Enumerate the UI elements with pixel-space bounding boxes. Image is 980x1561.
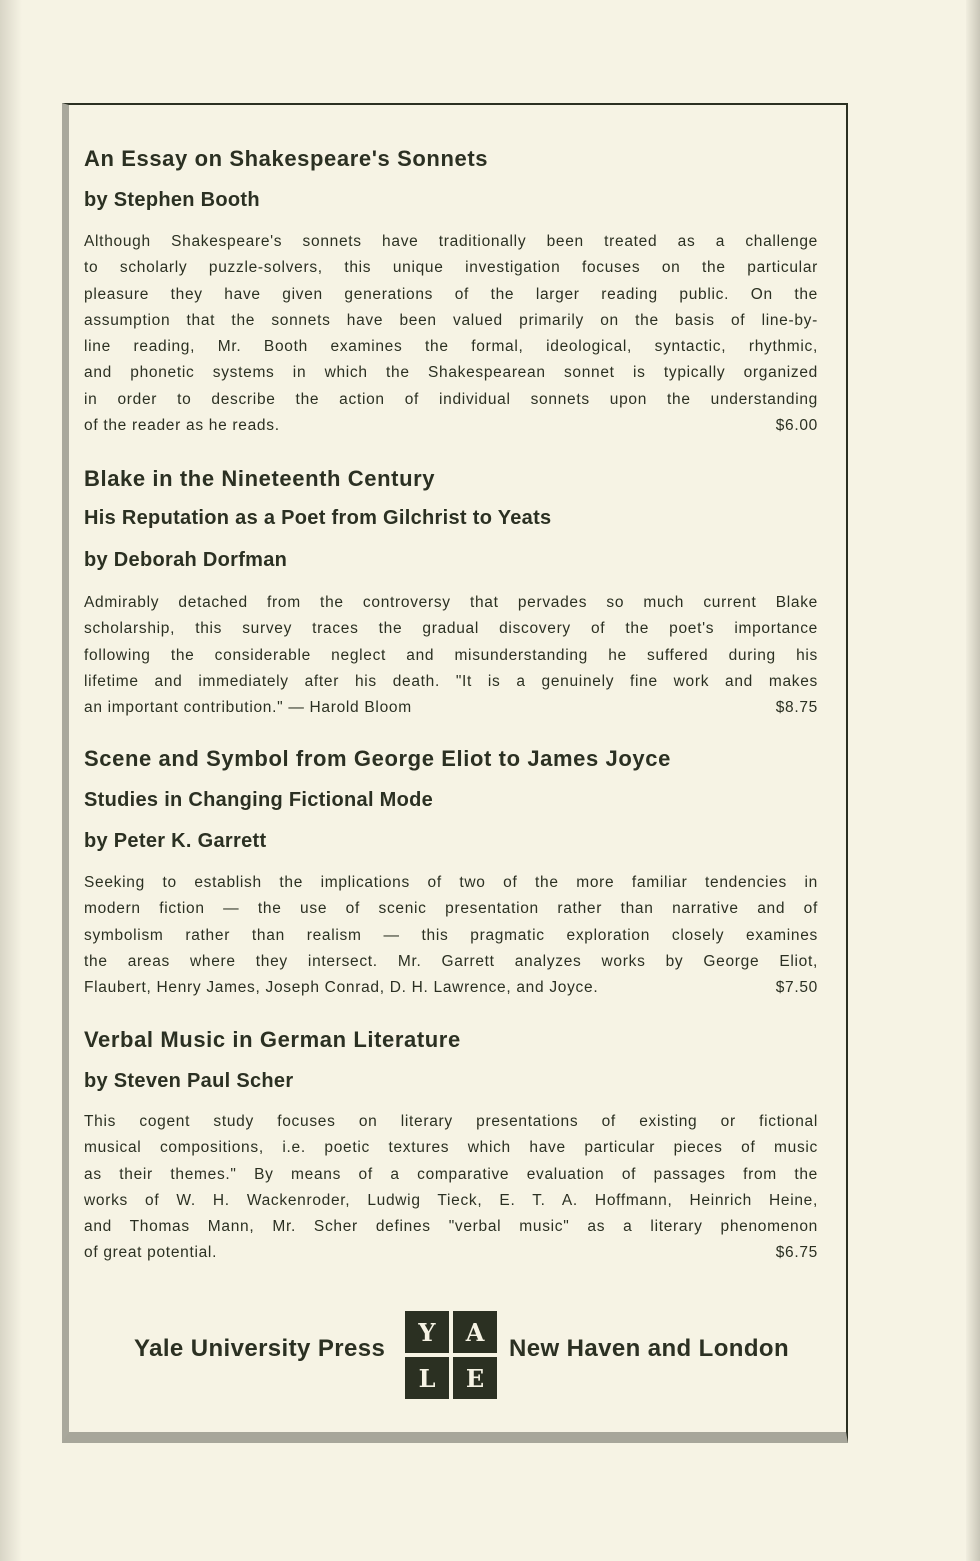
logo-letter: Y (405, 1311, 449, 1353)
description-line: following the considerable neglect and misunderstanding he suffered during his (84, 646, 818, 664)
description-line: assumption that the sonnets have been valued primarily on the basis of line-by- (84, 311, 818, 329)
description-line: Admirably detached from the controversy that pervades so much current Blake (84, 594, 818, 611)
book-author: by Stephen Booth (84, 189, 260, 211)
description-line: line reading, Mr. Booth examines the formal, ideological, syntactic, rhythmic, (84, 338, 818, 356)
book-author: by Steven Paul Scher (84, 1070, 294, 1092)
book-price: $6.75 (775, 1244, 818, 1262)
description-line: of great potential. (84, 1244, 218, 1262)
description-line: Although Shakespeare's sonnets have traditionally been treated as a challenge (84, 233, 818, 250)
book-title: An Essay on Shakespeare's Sonnets (84, 146, 489, 171)
logo-letter: E (453, 1357, 497, 1399)
book-subtitle: His Reputation as a Poet from Gilchrist to Yeats (84, 507, 552, 529)
logo-letter: L (405, 1357, 449, 1399)
description-line: an important contribution." — Harold Bloom (84, 699, 412, 717)
book-author: by Deborah Dorfman (84, 549, 288, 571)
book-description (84, 1109, 818, 1267)
page-edge-shadow (966, 0, 980, 1561)
book-price: $8.75 (775, 699, 818, 717)
description-line: scholarship, this survey traces the gradual discovery of the poet's importance (84, 620, 818, 638)
logo-letter: A (453, 1311, 497, 1353)
yale-logo (405, 1311, 497, 1399)
description-line: in order to describe the action of individual sonnets upon the understanding (84, 390, 818, 408)
book-price: $7.50 (775, 979, 818, 997)
book-price: $6.00 (775, 417, 818, 435)
description-line: works of W. H. Wackenroder, Ludwig Tieck, E. T. A. Hoffmann, Heinrich Heine, (84, 1191, 818, 1209)
description-line: to scholarly puzzle-solvers, this unique investigation focuses on the particular (84, 259, 818, 277)
page-spine-shadow (0, 0, 22, 1561)
book-title: Verbal Music in German Literature (84, 1027, 461, 1052)
description-line: as their themes." By means of a comparative evaluation of passages from the (84, 1165, 818, 1183)
book-description (84, 229, 818, 439)
description-line: modern fiction — the use of scenic presentation rather than narrative and of (84, 900, 818, 918)
book-author: by Peter K. Garrett (84, 830, 267, 852)
publisher-location: New Haven and London (509, 1335, 790, 1362)
description-line: the areas where they intersect. Mr. Garrett analyzes works by George Eliot, (84, 952, 818, 970)
description-line: musical compositions, i.e. poetic textures which have particular pieces of music (84, 1139, 818, 1157)
description-line: Seeking to establish the implications of two of the more familiar tendencies in (84, 874, 818, 891)
description-line: Flaubert, Henry James, Joseph Conrad, D. H. Lawrence, and Joyce. (84, 979, 599, 997)
description-line: and phonetic systems in which the Shakespearean sonnet is typically organized (84, 364, 818, 382)
description-line: This cogent study focuses on literary presentations of existing or fictional (84, 1113, 818, 1130)
description-line: symbolism rather than realism — this pragmatic exploration closely examines (84, 926, 818, 944)
publisher-name: Yale University Press (134, 1335, 386, 1362)
book-subtitle: Studies in Changing Fictional Mode (84, 789, 434, 811)
book-title: Scene and Symbol from George Eliot to James Joyce (84, 746, 671, 771)
book-description (84, 590, 818, 721)
description-line: pleasure they have given generations of the larger reading public. On the (84, 285, 818, 303)
description-line: lifetime and immediately after his death. "It is a genuinely fine work and makes (84, 672, 818, 690)
book-title: Blake in the Nineteenth Century (84, 466, 436, 491)
description-line: of the reader as he reads. (84, 417, 280, 435)
book-description (84, 870, 818, 1001)
description-line: and Thomas Mann, Mr. Scher defines "verbal music" as a literary phenomenon (84, 1218, 818, 1236)
